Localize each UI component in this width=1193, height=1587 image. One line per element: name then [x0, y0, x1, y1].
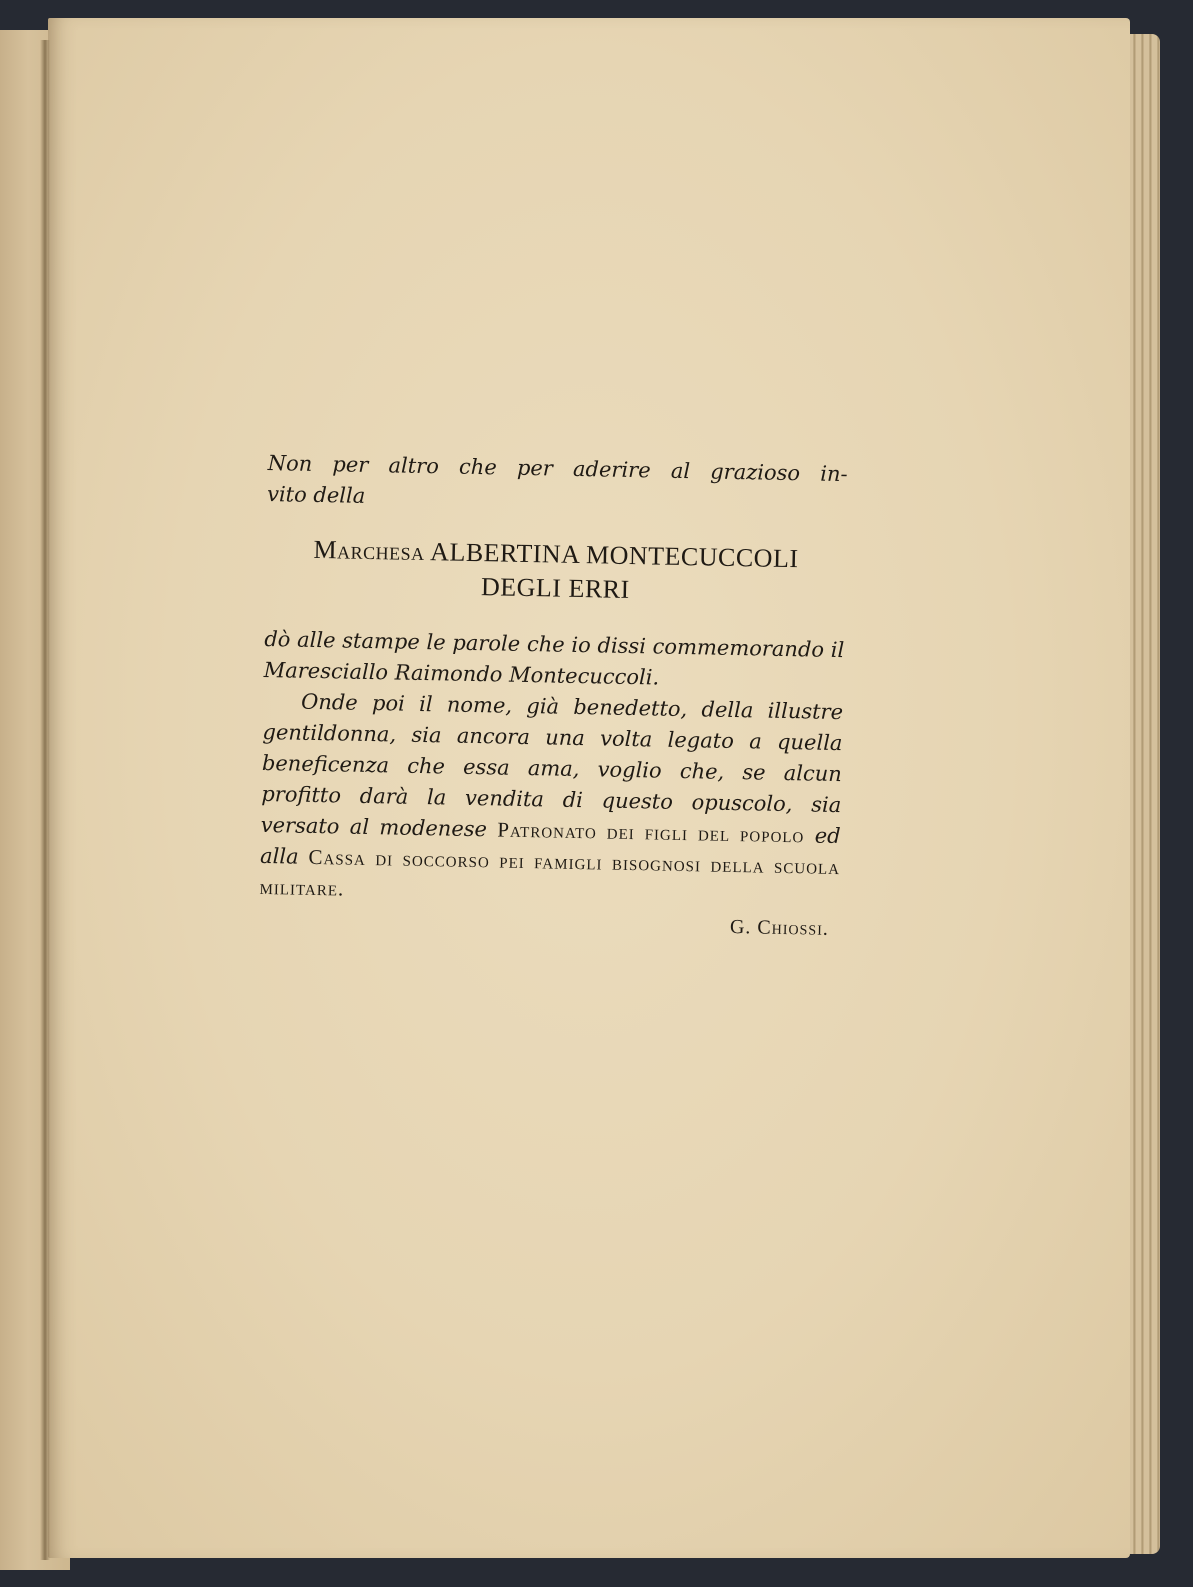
paragraph-2-conj: ed alla	[259, 823, 841, 869]
book-gutter	[40, 40, 50, 1560]
org-patronato: Patronato dei figli del popolo	[497, 817, 805, 848]
signature: G. Chiossi.	[729, 915, 830, 940]
dedicatee-block	[265, 532, 846, 611]
intro-line-1: Non per altro che per aderire al grazioso in-	[267, 450, 848, 487]
dedicatee-title: Marchesa	[313, 534, 425, 567]
paragraph-2-text: Onde poi il nome, già benedetto, della illustre gentildonna, sia ancora una volta legato a quella beneficenza che essa ama, voglio che, se alcun profitto darà la vendita di questo opuscolo, sia versato al modenese	[260, 689, 844, 842]
intro-line-2: vito della	[266, 481, 366, 508]
dedication-text	[259, 448, 848, 941]
dedicatee-line-2: DEGLI ERRI	[480, 572, 630, 604]
paragraph-2	[259, 686, 843, 914]
dedicatee-name: ALBERTINA MONTECUCCOLI	[429, 537, 799, 574]
paragraph-1: dò alle stampe le parole che io dissi commemorando il Maresciallo Raimondo Montecuccoli.	[263, 626, 845, 690]
org-cassa: Cassa di soccorso pei famigli bisognosi della scuola militare.	[259, 844, 841, 901]
